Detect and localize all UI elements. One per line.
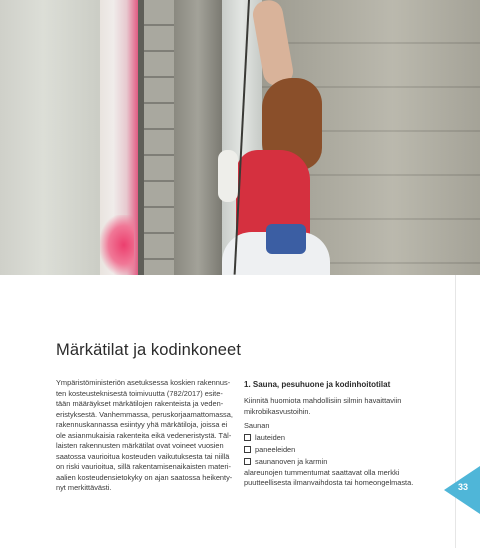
section-intro-line: Kiinnitä huomiota mahdollisiin silmin havaittaviin	[244, 396, 402, 405]
photo-pink-paint	[100, 215, 134, 275]
body-line: eristyksestä. Vanhemmassa, peruskorjaamattomassa,	[56, 409, 233, 419]
body-line: saatossa vaurioitua kosteuden vaikutuksesta tai niillä	[56, 451, 230, 461]
body-line: ten kosteusteknisestä toimivuutta (782/2017) esite-	[56, 388, 223, 398]
body-line: Ympäristöministeriön asetuksessa koskien rakennus-	[56, 378, 231, 387]
section-subtitle: Saunan	[244, 421, 270, 430]
checkbox-icon	[244, 458, 251, 465]
photo-block-wall	[144, 0, 174, 275]
section-outro-line: alareunojen tummentumat saattavat olla merkki	[244, 467, 400, 477]
section-title: 1. Sauna, pesuhuone ja kodinhoitotilat	[244, 380, 391, 389]
checklist-item	[244, 444, 444, 456]
body-line: on riski vaurioitua, sillä rakentamisenaikaisten materi-	[56, 462, 231, 471]
checklist-label: lauteiden	[255, 432, 285, 442]
checklist-label: paneeleiden	[255, 444, 296, 454]
body-line: ole asianmukaisia rakenteita eikä vedeneristystä. Täl-	[56, 430, 232, 440]
body-line: rakennuskannassa esiintyy yhä märkätiloja, joissa ei	[56, 420, 228, 429]
photo-blue-bag	[266, 224, 306, 254]
checklist-item	[244, 432, 444, 444]
section-sauna	[244, 379, 444, 489]
checklist-label: saunanoven ja karmin	[255, 456, 328, 466]
body-line: aalien kosteudensietokyky on ajan saatossa heikenty-	[56, 472, 233, 482]
page-title: Märkätilat ja kodinkoneet	[56, 341, 242, 359]
photo-column	[174, 0, 222, 275]
body-line: laisten rakennusten märkätilat ovat voineet vuosien	[56, 441, 224, 450]
photo-wall-left	[0, 0, 108, 275]
body-paragraph	[56, 378, 234, 494]
body-line: nyt merkittävästi.	[56, 483, 112, 492]
checklist-item	[244, 456, 444, 468]
photo-worker-glove	[218, 150, 238, 202]
section-outro-line: puutteellisesta ilmanvaihdosta tai homeongelmasta.	[244, 478, 414, 487]
body-line: tään määräykset märkätilojen rakenteista ja veden-	[56, 399, 224, 408]
page-number: 33	[457, 482, 468, 492]
section-intro-line: mikrobikasvustoihin.	[244, 406, 311, 416]
checkbox-icon	[244, 446, 251, 453]
checkbox-icon	[244, 434, 251, 441]
